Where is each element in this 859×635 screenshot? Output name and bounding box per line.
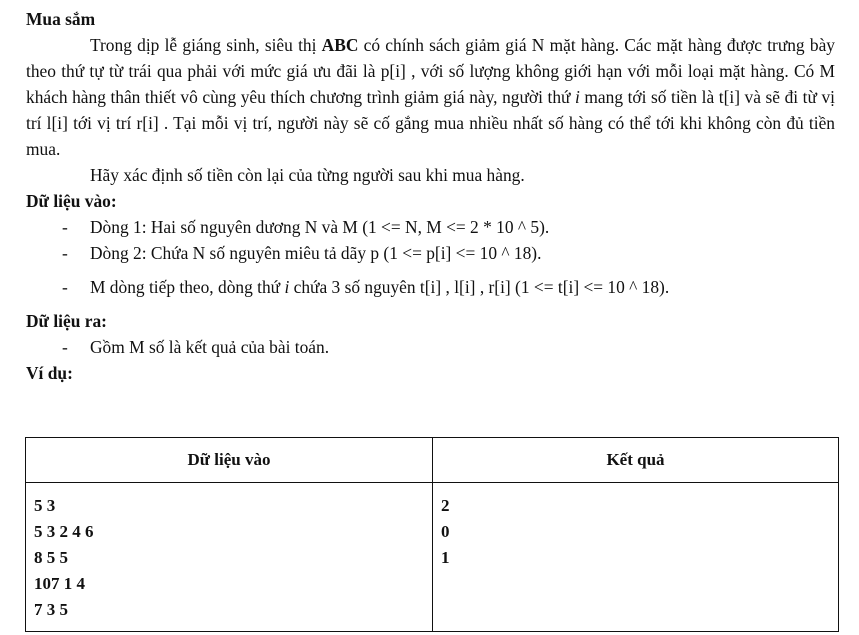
example-output-cell [433, 483, 839, 632]
dash-marker: - [62, 277, 68, 297]
problem-statement [26, 32, 835, 162]
dash-marker: - [62, 337, 68, 357]
dash-marker: - [62, 243, 68, 263]
input-line: 5 3 2 4 6 [34, 522, 94, 541]
list-item [26, 274, 835, 300]
input-heading: Dữ liệu vào: [26, 191, 117, 211]
output-heading: Dữ liệu ra: [26, 311, 107, 331]
list-item-text: chứa 3 số nguyên t[i] , l[i] , r[i] (1 <= t[i] <= 10 ^ 18). [289, 277, 670, 297]
statement-var-i: i [575, 87, 580, 107]
table-row [26, 483, 839, 632]
list-item-var-i: i [284, 277, 290, 297]
output-line: 1 [441, 548, 450, 567]
input-line: 107 1 4 [34, 574, 85, 593]
input-spec-list [26, 214, 835, 300]
output-line: 2 [441, 496, 450, 515]
list-item-text: M dòng tiếp theo, dòng thứ [90, 277, 285, 297]
dash-marker: - [62, 217, 68, 237]
example-heading: Ví dụ: [26, 363, 73, 383]
statement-part: có chính sách giảm giá N mặt hàng. Các mặt hàng được trưng bày theo thứ tự từ trái qua phải với mức giá ưu đãi là p[i] , với số lượng không giới hạn với mỗi loại mặt hàng. Có M khách hàng thân thiết vô cùng yêu thích chương trình giảm giá này, người thứ [26, 35, 835, 107]
list-item-text: Dòng 1: Hai số nguyên dương N và M (1 <= N, M <= 2 * 10 ^ 5). [90, 217, 550, 237]
example-input-cell [26, 483, 433, 632]
problem-title: Mua sắm [26, 9, 96, 29]
example-table [25, 437, 839, 632]
header-input: Dữ liệu vào [26, 438, 433, 483]
output-line: 0 [441, 522, 450, 541]
list-item-text: Gồm M số là kết quả của bài toán. [90, 337, 330, 357]
list-item-text: Dòng 2: Chứa N số nguyên miêu tả dãy p (1 <= p[i] <= 10 ^ 18). [90, 243, 542, 263]
store-name: ABC [321, 35, 359, 55]
input-line: 5 3 [34, 496, 56, 515]
input-line: 8 5 5 [34, 548, 68, 567]
task-sentence: Hãy xác định số tiền còn lại của từng người sau khi mua hàng. [90, 165, 525, 185]
list-item [26, 214, 835, 240]
input-line: 7 3 5 [34, 600, 68, 619]
statement-part: mang tới số tiền là t[i] và sẽ đi từ vị trí l[i] tới vị trí r[i] . Tại mỗi vị trí, người này sẽ cố gắng mua nhiều nhất số hàng có thể tới khi không còn đủ tiền mua. [26, 87, 835, 159]
header-output: Kết quả [433, 438, 839, 483]
output-spec-list [26, 334, 835, 360]
table-header-row [26, 438, 839, 483]
list-item [26, 240, 835, 266]
list-item [26, 334, 835, 360]
statement-part: Trong dịp lễ giáng sinh, siêu thị [90, 35, 322, 55]
